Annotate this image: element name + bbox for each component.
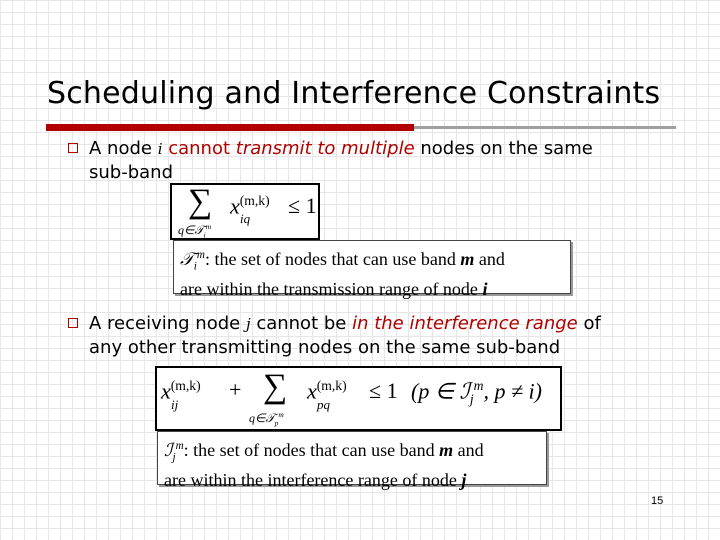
title-underline-accent: [46, 124, 414, 131]
formula-2-x2-sub: pq: [317, 397, 330, 412]
formula-1-var: x: [230, 193, 240, 219]
bullet-2-text: [89, 312, 689, 359]
formula-2-x1-var: x: [161, 378, 171, 404]
formula-2-x1-sub: ij: [171, 397, 179, 412]
slide-title: Scheduling and Interference Constraints: [47, 76, 661, 111]
formula-1-under: [178, 222, 211, 239]
bullet-2-line2: any other transmitting nodes on the same sub-band: [89, 337, 561, 358]
definition-1-box: [173, 240, 571, 299]
definition-2-line2: are within the interference range of node: [164, 469, 462, 490]
formula-1-sup: (m,k): [239, 193, 270, 208]
definition-2-symbol: ℐ: [164, 440, 173, 460]
bullet-square-icon: [68, 143, 78, 153]
definition-1-line1-end: and: [474, 249, 505, 269]
title-underline-gray: [414, 126, 676, 129]
formula-2-cond-end: , p ≠ i): [483, 378, 542, 404]
formula-2-x2-var: x: [307, 378, 317, 404]
bullet-2-part2: cannot be: [250, 313, 353, 334]
bullet-2-part1: A receiving node: [89, 313, 246, 334]
formula-2-cond-start: (p ∈ ℐ: [411, 378, 470, 404]
bullet-2-part3: of: [577, 313, 601, 334]
formula-1-rel: ≤ 1: [288, 193, 317, 218]
definition-1-m: m: [460, 249, 475, 269]
definition-1-symbol-sub: i: [193, 260, 197, 273]
formula-2-sum: ∑: [263, 368, 288, 405]
definition-1-symbol-sup: m: [196, 249, 205, 261]
bullet-square-icon: [68, 318, 78, 328]
page-number: 15: [651, 495, 664, 507]
definition-1-line1: : the set of nodes that can use band: [204, 249, 461, 269]
definition-2-line1-end: and: [453, 440, 484, 460]
bullet-1-part2: cannot: [162, 138, 236, 159]
definition-1-symbol: 𝒯: [180, 249, 194, 269]
formula-1-sum: ∑: [188, 183, 213, 220]
formula-2-x1: [161, 378, 201, 404]
formula-2-under-sup: m: [278, 410, 284, 419]
definition-1-i: i: [482, 278, 488, 299]
formula-2-under-text: q∈𝒯: [249, 411, 275, 425]
bullet-1-var: i: [157, 140, 163, 158]
definition-2-m: m: [439, 440, 454, 460]
bullet-1-line2: sub-band: [89, 162, 173, 183]
bullet-1-part1: A node: [89, 138, 158, 159]
formula-2-condition: [411, 378, 542, 408]
definition-2-j: j: [461, 469, 467, 490]
formula-1-under-sub: i: [203, 230, 206, 240]
bullet-1-part3: nodes on the same: [414, 138, 593, 159]
definition-2-symbol-sup: m: [175, 440, 184, 452]
bullet-1-text: [89, 137, 679, 184]
formula-2-plus: +: [229, 377, 242, 402]
formula-2-rel: ≤ 1: [369, 378, 398, 403]
formula-2-box: [155, 366, 562, 431]
formula-2-under: [249, 410, 284, 427]
formula-1-sub: iq: [240, 211, 251, 226]
formula-2-under-sub: p: [274, 418, 279, 428]
definition-2-box: [157, 431, 547, 490]
formula-1-box: [170, 183, 320, 240]
formula-1-under-text: q∈𝒯: [178, 223, 204, 237]
bullet-2-emphasis: in the interference range: [352, 313, 578, 334]
bullet-2-var: j: [245, 315, 251, 333]
formula-1-under-sup: m: [205, 222, 212, 231]
definition-1-line2: are within the transmission range of node: [180, 278, 483, 299]
definition-2-line1: : the set of nodes that can use band: [183, 440, 440, 460]
formula-2-cond-sup: m: [473, 378, 484, 393]
formula-2-x1-sup: (m,k): [170, 378, 201, 393]
formula-2-cond-sub: j: [469, 391, 474, 407]
formula-2-x2-sup: (m,k): [316, 378, 347, 393]
definition-2-symbol-sub: j: [172, 451, 176, 464]
bullet-1-emphasis: transmit to multiple: [235, 138, 415, 159]
